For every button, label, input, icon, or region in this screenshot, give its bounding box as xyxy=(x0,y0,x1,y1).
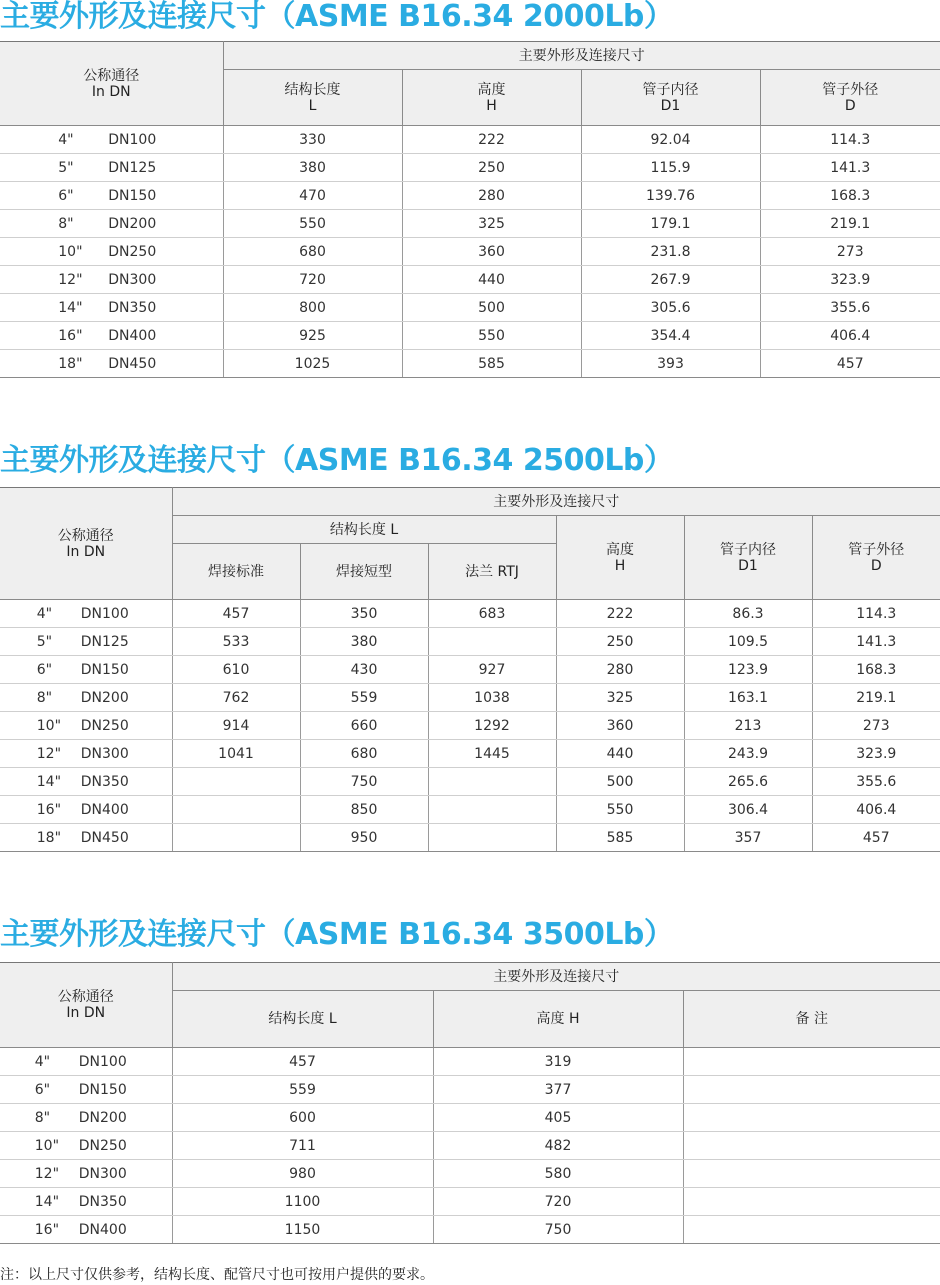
cell-height: 500 xyxy=(556,768,684,796)
size-inch: 10" xyxy=(58,243,83,260)
size-inch: 5" xyxy=(58,159,74,176)
cell-remark xyxy=(683,1048,940,1076)
size-dn: DN150 xyxy=(108,187,157,204)
header-length: 结构长度 L xyxy=(172,991,433,1048)
header-length-group: 结构长度 L xyxy=(172,516,556,544)
cell-flange-rtj: 1445 xyxy=(428,740,556,768)
cell-height: 250 xyxy=(556,628,684,656)
table-row xyxy=(0,266,940,294)
cell-remark xyxy=(683,1188,940,1216)
cell-length: 550 xyxy=(223,210,402,238)
cell-outer-diameter: 219.1 xyxy=(760,210,940,238)
cell-weld-short: 750 xyxy=(300,768,428,796)
size-inch: 12" xyxy=(36,745,62,762)
cell-height: 360 xyxy=(402,238,581,266)
cell-remark xyxy=(683,1104,940,1132)
table-body xyxy=(0,600,940,852)
cell-height: 280 xyxy=(402,182,581,210)
cell-size xyxy=(0,712,172,740)
table-row xyxy=(0,796,940,824)
size-inch: 4" xyxy=(36,605,53,622)
size-inch: 16" xyxy=(36,801,62,818)
cell-weld-short: 680 xyxy=(300,740,428,768)
table-body xyxy=(0,1048,940,1244)
cell-weld-short: 950 xyxy=(300,824,428,852)
cell-size xyxy=(0,1132,172,1160)
table-row xyxy=(0,600,940,628)
table-row xyxy=(0,1048,940,1076)
size-inch: 6" xyxy=(34,1081,51,1098)
cell-inner-diameter: 393 xyxy=(581,350,760,378)
size-dn: DN400 xyxy=(108,327,157,344)
cell-weld-short: 350 xyxy=(300,600,428,628)
table-row xyxy=(0,1076,940,1104)
table-row xyxy=(0,350,940,378)
cell-weld-short: 380 xyxy=(300,628,428,656)
cell-height: 325 xyxy=(402,210,581,238)
cell-flange-rtj: 683 xyxy=(428,600,556,628)
cell-length: 457 xyxy=(172,1048,433,1076)
size-inch: 10" xyxy=(36,717,62,734)
cell-size xyxy=(0,322,223,350)
header-inner-diameter: 管子内径 D1 xyxy=(684,516,812,600)
size-dn: DN150 xyxy=(80,661,129,678)
header-outer-diameter: 管子外径 D xyxy=(760,70,940,126)
table-row xyxy=(0,1216,940,1244)
cell-height: 550 xyxy=(556,796,684,824)
size-dn: DN150 xyxy=(78,1081,127,1098)
size-dn: DN300 xyxy=(80,745,129,762)
header-outer-diameter: 管子外径 D xyxy=(812,516,940,600)
cell-length: 800 xyxy=(223,294,402,322)
cell-height: 405 xyxy=(433,1104,683,1132)
cell-length: 559 xyxy=(172,1076,433,1104)
cell-size xyxy=(0,1188,172,1216)
cell-weld-standard: 914 xyxy=(172,712,300,740)
cell-weld-short: 660 xyxy=(300,712,428,740)
size-inch: 8" xyxy=(34,1109,51,1126)
header-flange-rtj: 法兰 RTJ xyxy=(428,544,556,600)
header-length: 结构长度 L xyxy=(223,70,402,126)
table-row xyxy=(0,712,940,740)
table-row xyxy=(0,1104,940,1132)
cell-weld-short: 430 xyxy=(300,656,428,684)
cell-length: 1025 xyxy=(223,350,402,378)
section-1-title: 主要外形及连接尺寸（ASME B16.34 2000Lb） xyxy=(0,0,674,34)
cell-length: 1150 xyxy=(172,1216,433,1244)
size-dn: DN300 xyxy=(78,1165,127,1182)
cell-flange-rtj xyxy=(428,796,556,824)
table-row xyxy=(0,1132,940,1160)
cell-inner-diameter: 86.3 xyxy=(684,600,812,628)
cell-inner-diameter: 267.9 xyxy=(581,266,760,294)
cell-height: 222 xyxy=(402,126,581,154)
size-inch: 12" xyxy=(34,1165,60,1182)
cell-size xyxy=(0,182,223,210)
cell-inner-diameter: 265.6 xyxy=(684,768,812,796)
section-2-title: 主要外形及连接尺寸（ASME B16.34 2500Lb） xyxy=(0,443,674,478)
size-inch: 14" xyxy=(58,299,83,316)
size-inch: 12" xyxy=(58,271,83,288)
table-body xyxy=(0,126,940,378)
size-inch: 16" xyxy=(58,327,83,344)
cell-outer-diameter: 355.6 xyxy=(812,768,940,796)
cell-inner-diameter: 357 xyxy=(684,824,812,852)
cell-inner-diameter: 213 xyxy=(684,712,812,740)
cell-size xyxy=(0,266,223,294)
cell-height: 550 xyxy=(402,322,581,350)
table-3500lb xyxy=(0,962,940,1244)
table-row xyxy=(0,294,940,322)
cell-inner-diameter: 231.8 xyxy=(581,238,760,266)
cell-size xyxy=(0,238,223,266)
cell-weld-standard xyxy=(172,796,300,824)
cell-outer-diameter: 457 xyxy=(760,350,940,378)
cell-weld-standard: 610 xyxy=(172,656,300,684)
table-row xyxy=(0,656,940,684)
cell-height: 750 xyxy=(433,1216,683,1244)
cell-height: 325 xyxy=(556,684,684,712)
cell-inner-diameter: 179.1 xyxy=(581,210,760,238)
header-nominal-diameter: 公称通径 In DN xyxy=(0,963,172,1048)
table-row xyxy=(0,768,940,796)
cell-size xyxy=(0,126,223,154)
cell-outer-diameter: 141.3 xyxy=(760,154,940,182)
cell-flange-rtj: 927 xyxy=(428,656,556,684)
size-dn: DN125 xyxy=(108,159,157,176)
cell-length: 380 xyxy=(223,154,402,182)
size-dn: DN350 xyxy=(108,299,157,316)
cell-height: 482 xyxy=(433,1132,683,1160)
cell-height: 585 xyxy=(556,824,684,852)
cell-length: 680 xyxy=(223,238,402,266)
cell-outer-diameter: 273 xyxy=(812,712,940,740)
size-dn: DN100 xyxy=(78,1053,127,1070)
size-dn: DN250 xyxy=(78,1137,127,1154)
table-2000lb xyxy=(0,41,940,378)
header-height: 高度 H xyxy=(433,991,683,1048)
footnote: 注：以上尺寸仅供参考，结构长度、配管尺寸也可按用户提供的要求。 xyxy=(0,1267,434,1283)
table-row xyxy=(0,628,940,656)
cell-height: 377 xyxy=(433,1076,683,1104)
cell-size xyxy=(0,210,223,238)
cell-height: 319 xyxy=(433,1048,683,1076)
cell-length: 711 xyxy=(172,1132,433,1160)
size-inch: 14" xyxy=(36,773,62,790)
cell-size xyxy=(0,684,172,712)
cell-size xyxy=(0,796,172,824)
cell-flange-rtj: 1292 xyxy=(428,712,556,740)
cell-inner-diameter: 305.6 xyxy=(581,294,760,322)
size-dn: DN400 xyxy=(80,801,129,818)
size-dn: DN300 xyxy=(108,271,157,288)
cell-flange-rtj xyxy=(428,628,556,656)
cell-size xyxy=(0,154,223,182)
cell-outer-diameter: 355.6 xyxy=(760,294,940,322)
size-inch: 10" xyxy=(34,1137,60,1154)
cell-inner-diameter: 92.04 xyxy=(581,126,760,154)
cell-outer-diameter: 273 xyxy=(760,238,940,266)
size-dn: DN350 xyxy=(78,1193,127,1210)
table-2500lb xyxy=(0,487,940,852)
cell-inner-diameter: 243.9 xyxy=(684,740,812,768)
table-row xyxy=(0,824,940,852)
table-row xyxy=(0,1188,940,1216)
cell-outer-diameter: 406.4 xyxy=(760,322,940,350)
cell-height: 500 xyxy=(402,294,581,322)
cell-weld-standard: 762 xyxy=(172,684,300,712)
cell-length: 330 xyxy=(223,126,402,154)
cell-height: 280 xyxy=(556,656,684,684)
table-row xyxy=(0,210,940,238)
size-dn: DN450 xyxy=(80,829,129,846)
cell-flange-rtj xyxy=(428,768,556,796)
header-height: 高度 H xyxy=(556,516,684,600)
cell-size xyxy=(0,824,172,852)
cell-weld-standard: 533 xyxy=(172,628,300,656)
cell-height: 250 xyxy=(402,154,581,182)
size-dn: DN250 xyxy=(80,717,129,734)
cell-flange-rtj xyxy=(428,824,556,852)
header-main-dimensions: 主要外形及连接尺寸 xyxy=(223,42,940,70)
table-row xyxy=(0,154,940,182)
size-inch: 14" xyxy=(34,1193,60,1210)
cell-inner-diameter: 109.5 xyxy=(684,628,812,656)
table-row xyxy=(0,1160,940,1188)
cell-outer-diameter: 323.9 xyxy=(812,740,940,768)
cell-remark xyxy=(683,1216,940,1244)
cell-length: 980 xyxy=(172,1160,433,1188)
size-inch: 18" xyxy=(58,355,83,372)
cell-remark xyxy=(683,1160,940,1188)
size-inch: 8" xyxy=(58,215,74,232)
size-inch: 6" xyxy=(58,187,74,204)
size-inch: 5" xyxy=(36,633,53,650)
cell-inner-diameter: 123.9 xyxy=(684,656,812,684)
size-dn: DN450 xyxy=(108,355,157,372)
size-dn: DN250 xyxy=(108,243,157,260)
cell-size xyxy=(0,1076,172,1104)
cell-length: 470 xyxy=(223,182,402,210)
cell-outer-diameter: 114.3 xyxy=(760,126,940,154)
cell-inner-diameter: 306.4 xyxy=(684,796,812,824)
cell-weld-standard xyxy=(172,768,300,796)
cell-outer-diameter: 168.3 xyxy=(812,656,940,684)
header-main-dimensions: 主要外形及连接尺寸 xyxy=(172,963,940,991)
cell-size xyxy=(0,1216,172,1244)
size-dn: DN100 xyxy=(80,605,129,622)
cell-size xyxy=(0,768,172,796)
cell-size xyxy=(0,656,172,684)
table-row xyxy=(0,684,940,712)
size-dn: DN125 xyxy=(80,633,129,650)
cell-inner-diameter: 115.9 xyxy=(581,154,760,182)
cell-height: 585 xyxy=(402,350,581,378)
cell-remark xyxy=(683,1076,940,1104)
header-weld-standard: 焊接标准 xyxy=(172,544,300,600)
size-dn: DN400 xyxy=(78,1221,127,1238)
size-inch: 4" xyxy=(58,131,74,148)
cell-weld-short: 850 xyxy=(300,796,428,824)
cell-outer-diameter: 114.3 xyxy=(812,600,940,628)
cell-inner-diameter: 139.76 xyxy=(581,182,760,210)
cell-inner-diameter: 354.4 xyxy=(581,322,760,350)
cell-size xyxy=(0,294,223,322)
table-row xyxy=(0,740,940,768)
header-weld-short: 焊接短型 xyxy=(300,544,428,600)
header-nominal-diameter: 公称通径 In DN xyxy=(0,488,172,600)
cell-height: 222 xyxy=(556,600,684,628)
cell-outer-diameter: 323.9 xyxy=(760,266,940,294)
cell-size xyxy=(0,1048,172,1076)
cell-size xyxy=(0,1160,172,1188)
cell-height: 440 xyxy=(402,266,581,294)
table-row xyxy=(0,322,940,350)
cell-weld-standard xyxy=(172,824,300,852)
size-inch: 8" xyxy=(36,689,53,706)
cell-length: 925 xyxy=(223,322,402,350)
cell-weld-standard: 1041 xyxy=(172,740,300,768)
header-inner-diameter: 管子内径 D1 xyxy=(581,70,760,126)
header-main-dimensions: 主要外形及连接尺寸 xyxy=(172,488,940,516)
cell-height: 580 xyxy=(433,1160,683,1188)
header-remarks: 备 注 xyxy=(683,991,940,1048)
cell-outer-diameter: 406.4 xyxy=(812,796,940,824)
size-dn: DN200 xyxy=(108,215,157,232)
size-dn: DN350 xyxy=(80,773,129,790)
cell-height: 360 xyxy=(556,712,684,740)
cell-length: 600 xyxy=(172,1104,433,1132)
cell-outer-diameter: 219.1 xyxy=(812,684,940,712)
cell-outer-diameter: 141.3 xyxy=(812,628,940,656)
cell-flange-rtj: 1038 xyxy=(428,684,556,712)
size-inch: 16" xyxy=(34,1221,60,1238)
cell-outer-diameter: 168.3 xyxy=(760,182,940,210)
cell-size xyxy=(0,628,172,656)
size-inch: 6" xyxy=(36,661,53,678)
cell-size xyxy=(0,740,172,768)
cell-size xyxy=(0,600,172,628)
size-inch: 4" xyxy=(34,1053,51,1070)
cell-size xyxy=(0,1104,172,1132)
header-height: 高度 H xyxy=(402,70,581,126)
size-inch: 18" xyxy=(36,829,62,846)
cell-height: 440 xyxy=(556,740,684,768)
size-dn: DN200 xyxy=(78,1109,127,1126)
header-nominal-diameter: 公称通径 In DN xyxy=(0,42,223,126)
table-row xyxy=(0,182,940,210)
cell-inner-diameter: 163.1 xyxy=(684,684,812,712)
section-3-title: 主要外形及连接尺寸（ASME B16.34 3500Lb） xyxy=(0,917,674,952)
cell-size xyxy=(0,350,223,378)
size-dn: DN100 xyxy=(108,131,157,148)
cell-length: 720 xyxy=(223,266,402,294)
size-dn: DN200 xyxy=(80,689,129,706)
table-row xyxy=(0,126,940,154)
cell-outer-diameter: 457 xyxy=(812,824,940,852)
cell-height: 720 xyxy=(433,1188,683,1216)
cell-length: 1100 xyxy=(172,1188,433,1216)
cell-weld-short: 559 xyxy=(300,684,428,712)
table-row xyxy=(0,238,940,266)
cell-remark xyxy=(683,1132,940,1160)
cell-weld-standard: 457 xyxy=(172,600,300,628)
